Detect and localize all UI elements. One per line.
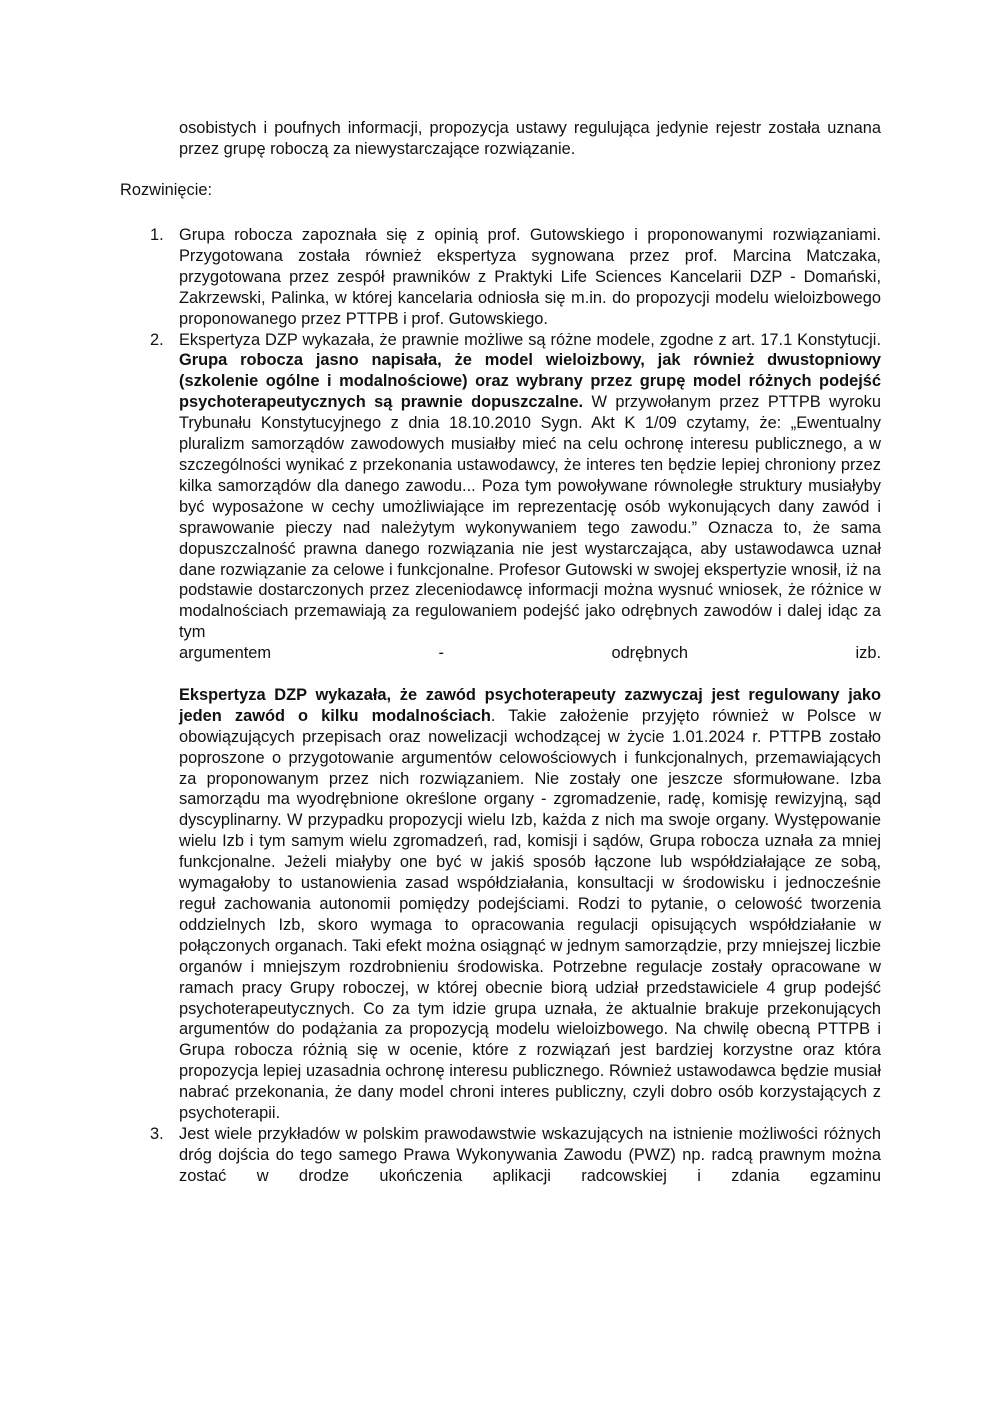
list-item-text: Grupa robocza zapoznała się z opinią prof. Gutowskiego i proponowanymi rozwiązaniami. Przygotowana została również ekspertyza sygnowana przez prof. Marcina Matczaka, przygotowana przez zespół prawników z Praktyki Life Sciences Kancelarii DZP - Domański, Zakrzewski, Palinka, w której kancelaria odniosła się m.in. do propozycji modelu wieloizbowego proponowanego przez PTTPB i prof. Gutowskiego. — [179, 226, 881, 328]
list-item-2 — [120, 330, 881, 1124]
paragraph-last-line: argumentem - odrębnych izb. — [179, 644, 881, 663]
paragraph-text: W przywołanym przez PTTPB wyroku Trybunału Konstytucyjnego z dnia 18.10.2010 Sygn. Akt K 1/09 czytamy, że: „Ewentualny pluralizm samorządów zawodowych musiałby mieć na celu ochronę interesu publicznego, a w szczególności wynikać z przekonania ustawodawcy, że interes ten będzie lepiej chroniony przez kilka samorządów dla danego zawodu... Poza tym powoływane równoległe struktury musiałyby być wyposażone w cechy umożliwiające im reprezentację osób wykonujących dany zawód i sprawowanie pieczy nad należytym wykonywaniem tego zawodu.” Oznacza to, że sama dopuszczalność prawna danego rozwiązania nie jest wystarczająca, aby ustawodawca uznał dane rozwiązanie za celowe i funkcjonalne. Profesor Gutowski w swojej ekspertyzie wnosił, iż na podstawie dostarczonych przez zleceniodawcę informacji można wysnuć wniosek, że różnice w modalnościach przemawiają za regulowaniem podejść jako odrębnych zawodów i dalej idąc za tym — [179, 393, 881, 642]
bold-statement: Ekspertyza DZP wykazała, że zawód psychoterapeuty zazwyczaj jest regulowany jako jeden zawód o kilku modalnościach — [179, 685, 881, 725]
list-item-number: 1. — [150, 226, 164, 244]
paragraph-text: Ekspertyza DZP wykazała, że prawnie możliwe są różne modele, zgodne z art. 17.1 Konstytucji. — [179, 330, 881, 349]
paragraph-text: . Takie założenie przyjęto również w Polsce w obowiązujących przepisach oraz nowelizacji wchodzącej w życie 1.01.2024 r. PTTPB zostało poproszone o przygotowanie argumentów celowościowych i funkcjonalnych, przemawiających za proponowanym przez nich rozwiązaniem. Nie zostały one jeszcze sformułowane. Izba samorządu ma wyodrębnione określone organy - zgromadzenie, radę, komisję rewizyjną, sąd dyscyplinarny. W przypadku propozycji wielu Izb, każda z nich ma swoje organy. Występowanie wielu Izb i tym samym wielu zgromadzeń, rad, komisji i sądów, Grupa robocza uznała za mniej funkcjonalne. Jeżeli miałyby one być w jakiś sposób łączone lub współdziałające ze sobą, wymagałoby to ustanowienia zasad współdziałania, konsultacji w środowisku i jednocześnie reguł zachowania autonomii pomiędzy podejściami. Rodzi to pytanie, o celowość tworzenia oddzielnych Izb, skoro wymaga to opracowania regulacji opisujących współdziałanie w połączonych organach. Taki efekt można osiągnąć w jednym samorządzie, przy mniejszej liczbie organów i mniejszym rozdrobnieniu środowiska. Potrzebne regulacje zostały opracowane w ramach pracy Grupy roboczej, w której obecnie biorą udział przedstawiciele 4 grup podejść psychoterapeutycznych. Co za tym idzie grupa uznała, że aktualnie brakuje przekonujących argumentów do podążania za propozycją modelu wieloizbowego. Na chwilę obecną PTTPB i Grupa robocza różnią się w ocenie, które z rozwiązań jest bardziej korzystne oraz która propozycja lepiej uzasadnia ochronę interesu publicznego. Również ustawodawca będzie musiał nabrać przekonania, że dany model chroni interes publiczny, czyli dobro osób korzystających z psychoterapii. — [179, 706, 881, 1123]
list-item-1 — [120, 225, 881, 330]
list-item-number: 3. — [150, 1124, 164, 1143]
list-item-text: Jest wiele przykładów w polskim prawodawstwie wskazujących na istnienie możliwości różnych dróg dojścia do tego samego Prawa Wykonywania Zawodu (PWZ) np. radcą prawnym można zostać w drodze ukończenia aplikacji radcowskiej i zdania egzaminu — [179, 1124, 881, 1185]
continuation-paragraph: osobistych i poufnych informacji, propozycja ustawy regulująca jedynie rejestr została uznana przez grupę roboczą za niewystarczające rozwiązanie. — [179, 119, 881, 158]
list-item-number: 2. — [150, 330, 164, 349]
numbered-list — [120, 225, 881, 1187]
bold-statement: Grupa robocza jasno napisała, że model wieloizbowy, jak również dwustopniowy (szkolenie ogólne i modalnościowe) oraz wybrany przez grupę model różnych podejść psychoterapeutycznych są prawnie dopuszczalne. — [179, 351, 881, 412]
section-heading: Rozwinięcie: — [120, 181, 213, 199]
list-item-3 — [120, 1124, 881, 1187]
list-item-paragraph-2 — [179, 685, 881, 1124]
list-item-paragraph-1 — [179, 330, 881, 644]
